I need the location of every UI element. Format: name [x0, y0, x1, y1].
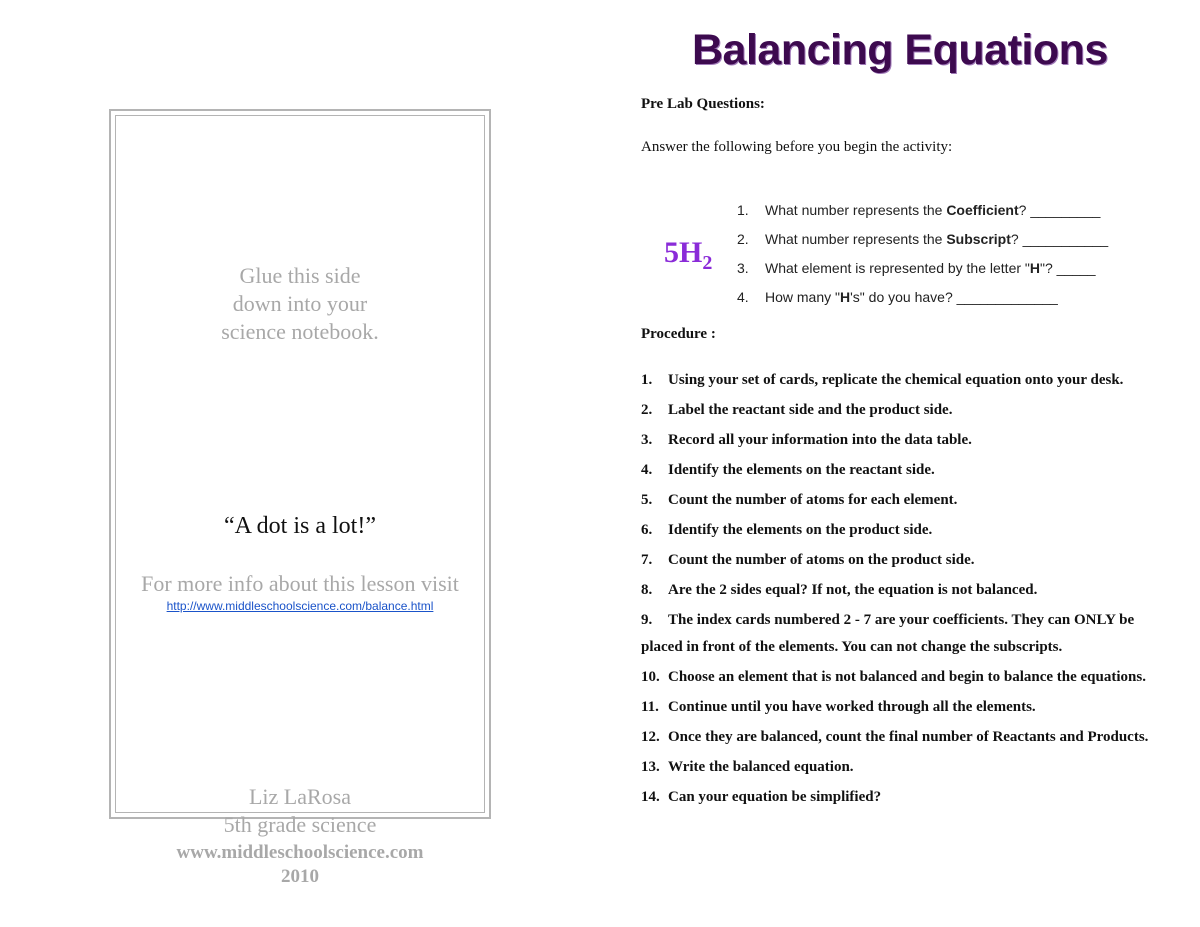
step-number: 3. — [641, 432, 653, 448]
card-quote: “A dot is a lot!” — [224, 513, 376, 539]
procedure-step — [641, 457, 1161, 484]
card-inner-border — [115, 115, 485, 887]
procedure-heading: Procedure : — [641, 326, 716, 342]
step-number: 5. — [641, 492, 653, 508]
glue-line-2: down into your — [232, 291, 368, 316]
question-keyword: Subscript — [946, 231, 1011, 247]
formula-subscript: 2 — [702, 252, 713, 274]
question-number: 3. — [737, 260, 749, 276]
author-block — [116, 783, 484, 839]
question-blank: "? _____ — [1040, 260, 1096, 276]
step-text: Can your equation be simplified? — [668, 789, 882, 805]
question-blank: ? ___________ — [1010, 231, 1109, 247]
step-text: Label the reactant side and the product side. — [668, 402, 953, 418]
step-text: Record all your information into the data table. — [668, 432, 972, 448]
step-text: Using your set of cards, replicate the chemical equation onto your desk. — [668, 372, 1124, 388]
glue-line-1: Glue this side — [239, 263, 361, 288]
question-keyword: Coefficient — [946, 202, 1019, 218]
question-keyword: H — [1029, 260, 1041, 276]
procedure-step — [641, 517, 1161, 544]
step-number: 9. — [641, 612, 653, 628]
procedure-steps — [641, 367, 1161, 814]
question-text: What number represents the — [765, 202, 947, 218]
step-number: 6. — [641, 522, 653, 538]
step-text: Write the balanced equation. — [668, 759, 854, 775]
question-number: 2. — [737, 231, 749, 247]
step-number: 8. — [641, 582, 653, 598]
question-text: How many " — [765, 289, 840, 305]
question-number: 1. — [737, 202, 749, 218]
question-keyword: H — [840, 289, 851, 305]
step-number: 2. — [641, 402, 653, 418]
step-text: Continue until you have worked through all the elements. — [668, 699, 1036, 715]
step-number: 10. — [641, 669, 660, 685]
procedure-step — [641, 487, 1161, 514]
step-number: 11. — [641, 699, 659, 715]
step-text: Choose an element that is not balanced and begin to balance the equations. — [668, 669, 1146, 685]
step-text: The index cards numbered 2 - 7 are your coefficients. They can ONLY be placed in front of the elements. You can not change the subscripts. — [641, 612, 1135, 655]
step-number: 13. — [641, 759, 660, 775]
question-blank: ? _________ — [1018, 202, 1101, 218]
formula-element: H — [679, 236, 703, 269]
lesson-link[interactable]: http://www.middleschoolscience.com/balance.html — [166, 599, 434, 613]
procedure-step — [641, 694, 1161, 721]
prelab-instructions: Answer the following before you begin the activity: — [641, 139, 953, 155]
question-text: What number represents the — [765, 231, 947, 247]
step-text: Identify the elements on the reactant side. — [668, 462, 935, 478]
prelab-question — [737, 285, 1108, 314]
step-number: 4. — [641, 462, 653, 478]
step-number: 14. — [641, 789, 660, 805]
author-name: Liz LaRosa — [248, 784, 352, 809]
procedure-step — [641, 547, 1161, 574]
procedure-step — [641, 664, 1161, 691]
procedure-step — [641, 724, 1161, 751]
author-grade: 5th grade science — [223, 812, 377, 837]
notebook-card — [109, 109, 491, 887]
question-blank: 's" do you have? _____________ — [850, 289, 1058, 305]
procedure-step — [641, 427, 1161, 454]
step-text: Once they are balanced, count the final number of Reactants and Products. — [668, 729, 1149, 745]
procedure-step — [641, 754, 1161, 781]
procedure-step — [641, 577, 1161, 604]
step-text: Count the number of atoms for each element. — [668, 492, 958, 508]
prelab-heading: Pre Lab Questions: — [641, 96, 765, 112]
formula-5h2 — [664, 236, 712, 275]
glue-instructions — [116, 262, 484, 346]
step-text: Count the number of atoms on the product side. — [668, 552, 975, 568]
question-number: 4. — [737, 289, 749, 305]
procedure-step — [641, 367, 1161, 394]
author-site: www.middleschoolscience.com — [176, 842, 424, 863]
step-number: 7. — [641, 552, 653, 568]
prelab-question — [737, 198, 1108, 227]
step-text: Are the 2 sides equal? If not, the equation is not balanced. — [668, 582, 1038, 598]
procedure-step — [641, 607, 1161, 661]
more-info-text: For more info about this lesson visit — [141, 571, 459, 596]
step-number: 1. — [641, 372, 653, 388]
procedure-step — [641, 784, 1161, 811]
step-number: 12. — [641, 729, 660, 745]
prelab-question — [737, 256, 1108, 285]
formula-coefficient: 5 — [664, 236, 679, 269]
prelab-question — [737, 227, 1108, 256]
glue-line-3: science notebook. — [221, 319, 379, 344]
card-year: 2010 — [281, 866, 319, 887]
question-text: What element is represented by the letter " — [765, 260, 1030, 276]
worksheet-title: Balancing Equations — [692, 26, 1108, 74]
step-text: Identify the elements on the product side. — [668, 522, 933, 538]
prelab-question-list — [737, 198, 1108, 314]
procedure-step — [641, 397, 1161, 424]
